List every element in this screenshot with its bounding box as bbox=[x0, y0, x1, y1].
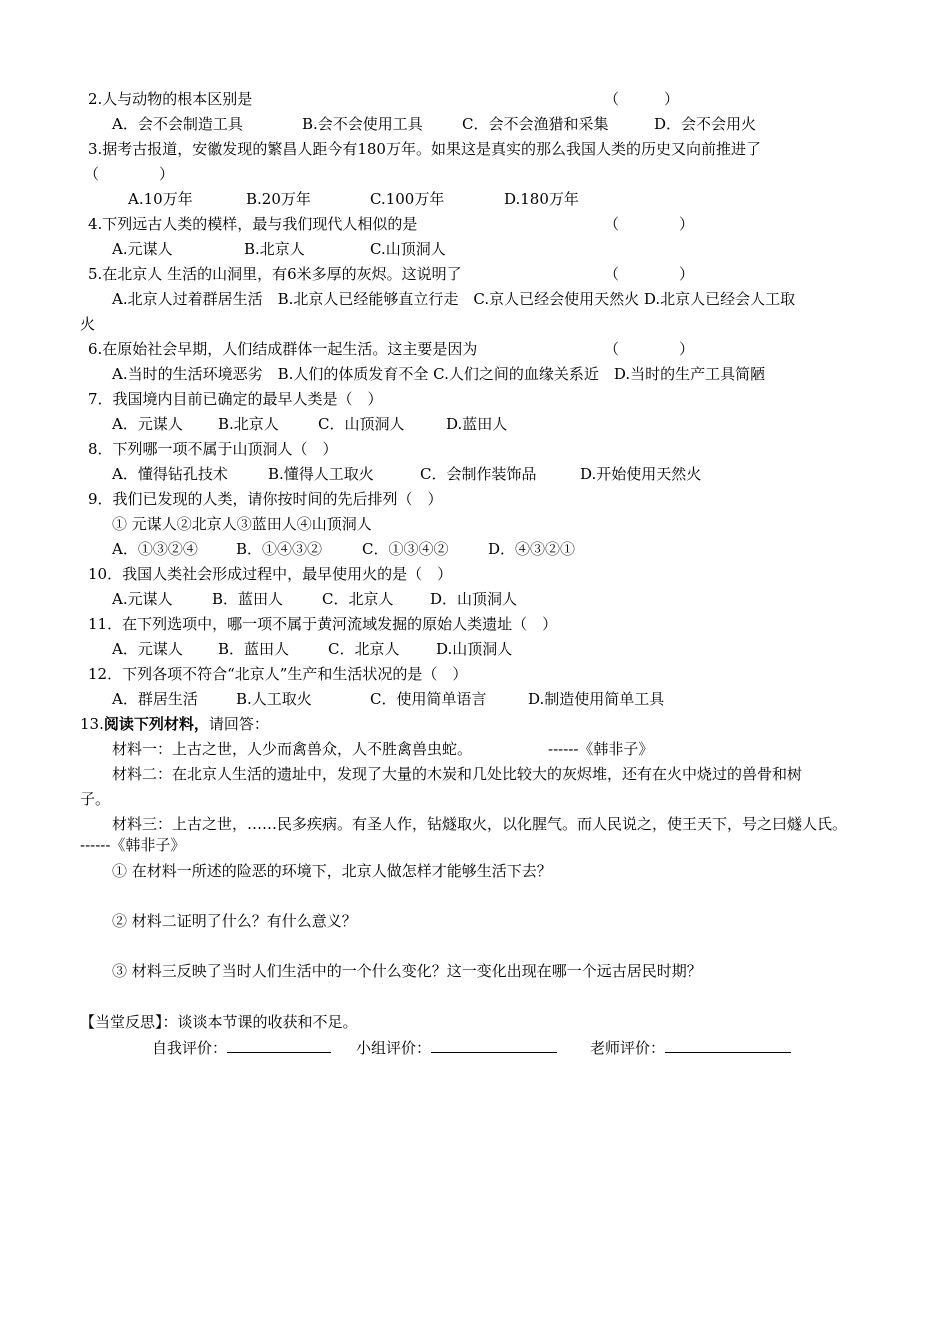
question-13-title: 阅读下列材料， bbox=[103, 715, 209, 733]
option: D．山顶洞人 bbox=[430, 590, 518, 608]
option: C．使用简单语言 bbox=[370, 690, 487, 708]
option: A．①③②④ bbox=[112, 540, 198, 558]
question-13-number: 13. bbox=[80, 715, 104, 733]
option: C．北京人 bbox=[328, 640, 400, 658]
option: A．元谋人 bbox=[112, 640, 183, 658]
sub-question-3: ③ 材料三反映了当时人们生活中的一个什么变化？这一变化出现在哪一个远古居民时期？ bbox=[112, 962, 702, 980]
option: D.180万年 bbox=[504, 190, 579, 208]
material-2: 材料二：在北京人生活的遗址中，发现了大量的木炭和几处比较大的灰烬堆，还有在火中烧过的兽骨和树 bbox=[112, 765, 803, 783]
question-7-stem: 7．我国境内目前已确定的最早人类是（ ） bbox=[88, 390, 383, 408]
answer-bracket: （ ） bbox=[604, 265, 695, 283]
question-6-stem: 6.在原始社会早期，人们结成群体一起生活。这主要是因为 bbox=[88, 340, 478, 358]
option: A.10万年 bbox=[128, 190, 193, 208]
option: C．会制作装饰品 bbox=[420, 465, 537, 483]
question-13-heading bbox=[80, 714, 269, 734]
question-12-stem: 12．下列各项不符合“北京人”生产和生活状况的是（ ） bbox=[88, 665, 468, 683]
question-11-stem: 11．在下列选项中，哪一项不属于黄河流域发掘的原始人类遗址（ ） bbox=[88, 615, 558, 633]
option: C．北京人 bbox=[322, 590, 394, 608]
option: B.懂得人工取火 bbox=[268, 465, 374, 483]
material-1: 材料一：上古之世，人少而禽兽众，人不胜禽兽虫蛇。 bbox=[112, 740, 473, 758]
self-evaluation bbox=[152, 1037, 331, 1057]
option: A.元谋人 bbox=[112, 240, 173, 258]
answer-bracket: （ ） bbox=[604, 340, 695, 358]
group-evaluation-blank[interactable] bbox=[431, 1037, 557, 1053]
material-1-source: ------《韩非子》 bbox=[548, 740, 654, 758]
option: D．④③②① bbox=[488, 540, 576, 558]
question-4-stem: 4.下列远古人类的模样，最与我们现代人相似的是 bbox=[88, 215, 418, 233]
option: B．①④③② bbox=[236, 540, 323, 558]
group-evaluation-label: 小组评价： bbox=[356, 1039, 432, 1057]
option: A．元谋人 bbox=[112, 415, 183, 433]
option: A．会不会制造工具 bbox=[112, 115, 243, 133]
option: B.人工取火 bbox=[236, 690, 312, 708]
option: D.山顶洞人 bbox=[436, 640, 513, 658]
material-3: 材料三：上古之世，……民多疾病。有圣人作，钻燧取火，以化腥气。而人民说之，使王天下，号之曰燧人氏。 bbox=[112, 815, 848, 833]
option: A.元谋人 bbox=[112, 590, 173, 608]
option: D.蓝田人 bbox=[446, 415, 508, 433]
option: B.北京人 bbox=[244, 240, 305, 258]
question-10-stem: 10．我国人类社会形成过程中，最早使用火的是（ ） bbox=[88, 565, 453, 583]
sub-question-2: ② 材料二证明了什么？有什么意义？ bbox=[112, 912, 357, 930]
option: C．山顶洞人 bbox=[318, 415, 405, 433]
option: A．懂得钻孔技术 bbox=[112, 465, 228, 483]
group-evaluation bbox=[356, 1037, 557, 1057]
option: C.100万年 bbox=[370, 190, 445, 208]
option: D.制造使用简单工具 bbox=[528, 690, 665, 708]
reflection-line bbox=[80, 1012, 358, 1032]
sub-question-1: ① 在材料一所述的险恶的环境下，北京人做怎样才能够生活下去？ bbox=[112, 862, 552, 880]
option: C．①③④② bbox=[362, 540, 449, 558]
option: C.山顶洞人 bbox=[370, 240, 446, 258]
material-3-source: ------《韩非子》 bbox=[80, 836, 186, 854]
option: B.会不会使用工具 bbox=[302, 115, 423, 133]
answer-bracket: （ ） bbox=[604, 215, 695, 233]
teacher-evaluation bbox=[590, 1037, 791, 1057]
answer-bracket: （ ） bbox=[84, 165, 175, 183]
options-line: A.当时的生活环境恶劣 B.人们的体质发育不全 C.人们之间的血缘关系近 D.当时的生产工具简陋 bbox=[112, 365, 766, 383]
question-3-stem: 3.据考古报道，安徽发现的繁昌人距今有180万年。如果这是真实的那么我国人类的历史又向前推进了 bbox=[88, 140, 761, 158]
option: B.20万年 bbox=[246, 190, 311, 208]
question-9-list: ① 元谋人②北京人③蓝田人④山顶洞人 bbox=[112, 515, 372, 533]
option: C．会不会渔猎和采集 bbox=[462, 115, 609, 133]
option: B．蓝田人 bbox=[212, 590, 284, 608]
question-13-title-tail: 请回答： bbox=[208, 715, 269, 733]
question-9-stem: 9．我们已发现的人类，请你按时间的先后排列（ ） bbox=[88, 490, 443, 508]
reflection-title: 【当堂反思】 bbox=[80, 1013, 163, 1031]
options-line: A.北京人过着群居生活 B.北京人已经能够直立行走 C.京人已经会使用天然火 D.北京人已经会人工取 bbox=[112, 290, 796, 308]
teacher-evaluation-label: 老师评价： bbox=[590, 1039, 666, 1057]
question-8-stem: 8．下列哪一项不属于山顶洞人（ ） bbox=[88, 440, 338, 458]
answer-bracket: （ ） bbox=[604, 90, 680, 108]
option: A．群居生活 bbox=[112, 690, 198, 708]
self-evaluation-label: 自我评价： bbox=[152, 1039, 228, 1057]
reflection-text: ：谈谈本节课的收获和不足。 bbox=[162, 1013, 358, 1031]
option: B．蓝田人 bbox=[218, 640, 290, 658]
self-evaluation-blank[interactable] bbox=[227, 1037, 331, 1053]
question-2-stem: 2.人与动物的根本区别是 bbox=[88, 90, 253, 108]
option: D.开始使用天然火 bbox=[580, 465, 702, 483]
options-line-cont: 火 bbox=[80, 315, 96, 333]
material-2-cont: 子。 bbox=[80, 790, 111, 808]
option: B.北京人 bbox=[218, 415, 279, 433]
teacher-evaluation-blank[interactable] bbox=[665, 1037, 791, 1053]
option: D．会不会用火 bbox=[654, 115, 757, 133]
question-5-stem: 5.在北京人 生活的山洞里，有6米多厚的灰烬。这说明了 bbox=[88, 265, 462, 283]
